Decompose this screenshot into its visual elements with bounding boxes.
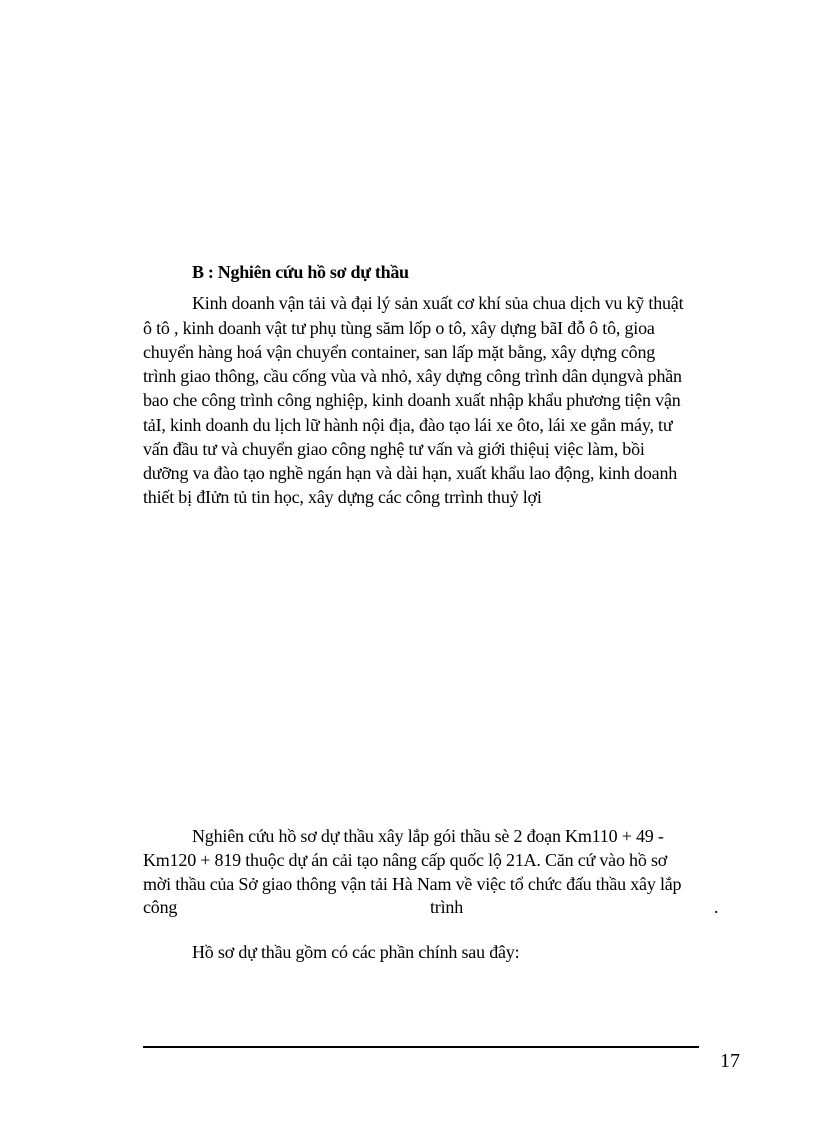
paragraph1-line: vấn đầu tư và chuyển giao công nghệ tư vấn và giới thiệuị việc làm, bồi — [143, 439, 645, 459]
paragraph2-line: mời thầu của Sở giao thông vận tải Hà Nam về việc tổ chức đấu thầu xây lắp — [143, 874, 682, 894]
paragraph1-line: tảI, kinh doanh du lịch lữ hành nội địa, đào tạo lái xe ôto, lái xe gắn máy, tư — [143, 415, 673, 435]
paragraph1-line: Kinh doanh vận tải và đại lý sản xuất cơ khí sủa chua dịch vu kỹ thuật — [192, 293, 684, 313]
page-number: 17 — [720, 1050, 740, 1072]
paragraph1-line: thiết bị đIửn tủ tin học, xây dựng các công trrình thuỷ lợi — [143, 487, 542, 507]
paragraph1-line: dưỡng va đào tạo nghề ngán hạn và dài hạn, xuất khẩu lao động, kinh doanh — [143, 463, 678, 483]
paragraph2-word: trình — [430, 897, 463, 917]
footer-rule — [143, 1046, 699, 1048]
paragraph2-word: công — [143, 897, 178, 917]
section-title: B : Nghiên cứu hồ sơ dự thầu — [192, 262, 409, 282]
paragraph1-line: chuyển hàng hoá vận chuyển container, san lấp mặt bằng, xây dựng công — [143, 342, 656, 362]
paragraph2-line: Km120 + 819 thuộc dự án cải tạo nâng cấp quốc lộ 21A. Căn cứ vào hồ sơ — [143, 850, 668, 870]
paragraph1-line: trình giao thông, cầu cống vùa và nhỏ, xây dựng công trình dân dụngvà phần — [143, 366, 682, 386]
paragraph1-line: bao che công trình công nghiệp, kinh doanh xuất nhập khẩu phương tiện vận — [143, 390, 681, 410]
paragraph2-end: . — [714, 897, 719, 917]
paragraph1-line: ô tô , kinh doanh vật tư phụ tùng săm lốp o tô, xây dựng bãI đỗ ô tô, gioa — [143, 318, 655, 338]
paragraph3: Hồ sơ dự thầu gồm có các phần chính sau đây: — [192, 942, 520, 962]
paragraph2-line: Nghiên cứu hồ sơ dự thầu xây lắp gói thầu sè 2 đoạn Km110 + 49 - — [192, 826, 664, 846]
